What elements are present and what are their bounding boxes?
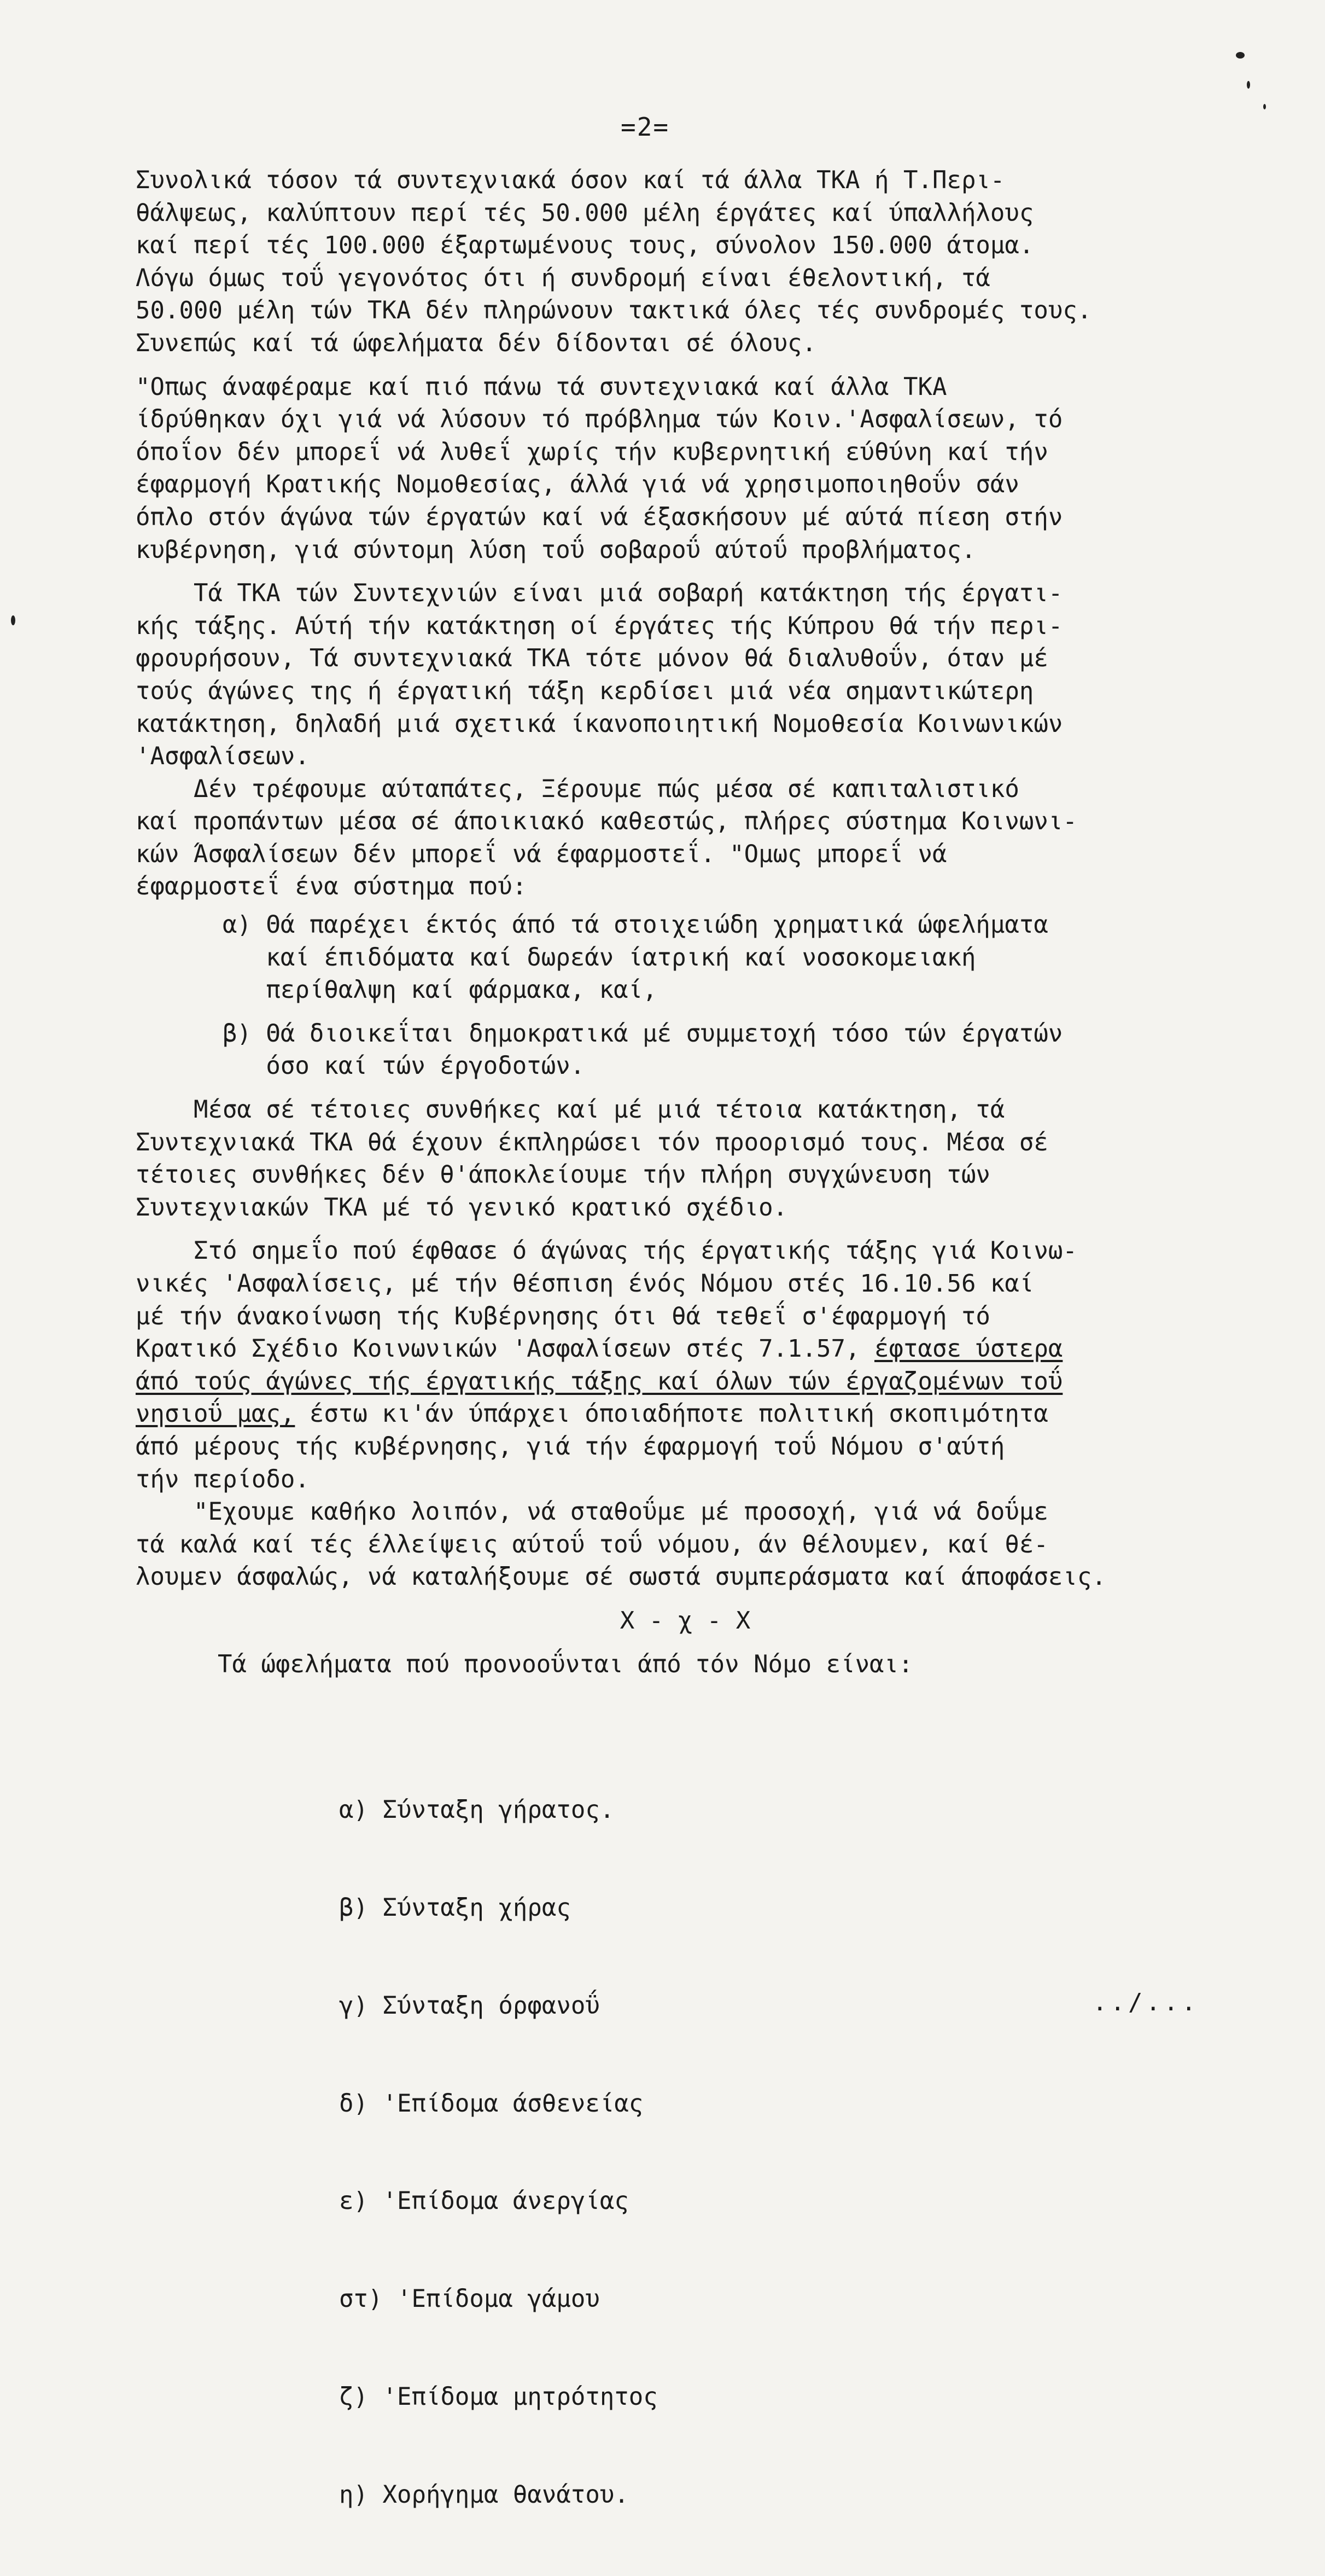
text-line: λουμεν άσφαλώς, νά καταλήξουμε σέ σωστά συμπεράσματα καί άποφάσεις. [136,1563,1106,1591]
text-line: Τά ΤΚΑ τών Συντεχνιών είναι μιά σοβαρή κατάκτηση τής έργατι- [136,579,1063,608]
text-line: περίθαλψη καί φάρμακα, καί, [136,976,657,1004]
text-line: 50.000 μέλη τών ΤΚΑ δέν πληρώνουν τακτικά όλες τές συνδρομές τους. [136,296,1092,325]
list-item: α) Σύνταξη γήρατος. [339,1796,615,1824]
text-line: κών Άσφαλίσεων δέν μπορεΐ νά έφαρμοστεΐ. "Ομως μπορεΐ νά [136,840,947,868]
text-line: τά καλά καί τές έλλείψεις αύτοΰ τοΰ νόμου, άν θέλουμεν, καί θέ- [136,1530,1048,1559]
underlined-phrase: νησιοΰ μας, [136,1400,295,1428]
underlined-phrase: έφτασε ύστερα [874,1335,1063,1363]
body-text [136,164,1235,1680]
text-line: τέτοιες συνθήκες δέν θ'άποκλείουμε τήν πλήρη συγχώνευση τών [136,1161,990,1189]
list-item: ζ) 'Επίδομα μητρότητος [339,2382,658,2411]
section-divider: X - χ - X [620,1606,751,1635]
text-line: Μέσα σέ τέτοιες συνθήκες καί μέ μιά τέτοια κατάκτηση, τά [136,1096,1005,1124]
text-line: καί προπάντων μέσα σέ άποικιακό καθεστώς, πλήρες σύστημα Κοινωνι- [136,807,1077,836]
benefits-intro: Τά ώφελήματα πού προνοοΰνται άπό τόν Νόμο είναι: [218,1650,913,1678]
text-line: μέ τήν άνακοίνωση τής Κυβέρνησης ότι θά τεθεΐ σ'έφαρμογή τό [136,1302,990,1330]
text-line: όποΐον δέν μπορεΐ νά λυθεΐ χωρίς τήν κυβερνητική εύθύνη καί τήν [136,438,1048,466]
ink-speck [1247,81,1250,89]
text-line: θάλψεως, καλύπτουν περί τές 50.000 μέλη έργάτες καί ύπαλλήλους [136,199,1034,227]
text-line-underlined: νησιοΰ μας, έστω κι'άν ύπάρχει όποιαδήποτε πολιτική σκοπιμότητα [136,1400,1048,1428]
text-line: Συνολικά τόσον τά συντεχνιακά όσον καί τά άλλα ΤΚΑ ή Τ.Περι- [136,166,1005,194]
text-line: καί περί τές 100.000 έξαρτωμένους τους, σύνολον 150.000 άτομα. [136,231,1034,260]
paragraph-5 [136,1094,1235,1224]
text-line: κατάκτηση, δηλαδή μιά σχετικά ίκανοποιητική Νομοθεσία Κοινωνικών [136,710,1063,738]
paragraph-1 [136,164,1235,360]
text-line: Λόγω όμως τοΰ γεγονότος ότι ή συνδρομή είναι έθελοντική, τά [136,264,990,292]
list-item: β) Σύνταξη χήρας [339,1893,571,1922]
text-line: όσο καί τών έργοδοτών. [136,1052,585,1080]
text-line: α) Θά παρέχει έκτός άπό τά στοιχειώδη χρηματικά ώφελήματα [136,911,1048,939]
text-line: άπό μέρους τής κυβέρνησης, γιά τήν έφαρμογή τοΰ Νόμου σ'αύτή [136,1432,1005,1461]
text-line: κυβέρνηση, γιά σύντομη λύση τοΰ σοβαροΰ αύτοΰ προβλήματος. [136,536,976,564]
text-line: τούς άγώνες της ή έργατική τάξη κερδίσει μιά νέα σημαντικώτερη [136,677,1034,705]
text-line: Συνεπώς καί τά ώφελήματα δέν δίδονται σέ όλους. [136,329,817,357]
ink-speck [11,615,15,625]
paragraph-4-list [136,909,1235,1083]
text-line-underlined: άπό τούς άγώνες τής έργατικής τάξης καί όλων τών έργαζομένων τοΰ [136,1367,1063,1395]
list-item: δ) 'Επίδομα άσθενείας [339,2089,644,2118]
paragraph-3 [136,577,1235,903]
text-line: έφαρμογή Κρατικής Νομοθεσίας, άλλά γιά νά χρησιμοποιηθοΰν σάν [136,470,1019,499]
page-number: =2= [621,112,670,142]
text-line: Συντεχνιακά ΤΚΑ θά έχουν έκπληρώσει τόν προορισμό τους. Μέσα σέ [136,1128,1048,1156]
text-line: Δέν τρέφουμε αύταπάτες, Ξέρουμε πώς μέσα σέ καπιταλιστικό [136,775,1019,803]
list-item: ε) 'Επίδομα άνεργίας [339,2187,629,2216]
text-line: Στό σημεΐο πού έφθασε ό άγώνας τής έργατικής τάξης γιά Κοινω- [136,1237,1077,1265]
text-line: έφαρμοστεΐ ένα σύστημα πού: [136,873,527,901]
text-line: καί έπιδόματα καί δωρεάν ίατρική καί νοσοκομειακή [136,943,976,972]
text-line: "Οπως άναφέραμε καί πιό πάνω τά συντεχνιακά καί άλλα ΤΚΑ [136,373,947,401]
text-line: Συντεχνιακών ΤΚΑ μέ τό γενικό κρατικό σχέδιο. [136,1193,788,1222]
ink-speck [1263,104,1266,109]
text-line: "Εχουμε καθήκο λοιπόν, νά σταθοΰμε μέ προσοχή, γιά νά δοΰμε [136,1498,1048,1526]
text-line: κής τάξης. Αύτή τήν κατάκτηση οί έργάτες τής Κύπρου θά τήν περι- [136,612,1063,640]
text-line: όπλο στόν άγώνα τών έργατών καί νά έξασκήσουν μέ αύτά πίεση στήν [136,503,1063,531]
text-line-underlined: Κρατικό Σχέδιο Κοινωνικών 'Ασφαλίσεων στές 7.1.57, έφτασε ύστερα [136,1335,1063,1363]
text-line: 'Ασφαλίσεων. [136,742,310,771]
list-item: η) Χορήγημα θανάτου. [339,2480,629,2509]
continuation-mark: ../... [1093,1988,1199,2016]
list-item: στ) 'Επίδομα γάμου [339,2285,600,2313]
ink-speck [1236,52,1245,59]
paragraph-2 [136,371,1235,567]
text-line: φρουρήσουν, Τά συντεχνιακά ΤΚΑ τότε μόνον θά διαλυθοΰν, όταν μέ [136,644,1048,673]
list-item: γ) Σύνταξη όρφανοΰ [339,1991,600,2020]
paragraph-6 [136,1235,1235,1594]
text-line: νικές 'Ασφαλίσεις, μέ τήν θέσπιση ένός Νόμου στές 16.10.56 καί [136,1270,1034,1298]
text-line: ίδρύθηκαν όχι γιά νά λύσουν τό πρόβλημα τών Κοιν.'Ασφαλίσεων, τό [136,405,1063,434]
text-line: β) Θά διοικεΐται δημοκρατικά μέ συμμετοχή τόσο τών έργατών [136,1019,1063,1048]
benefits-list [339,1729,658,2576]
text-line: τήν περίοδο. [136,1465,310,1493]
